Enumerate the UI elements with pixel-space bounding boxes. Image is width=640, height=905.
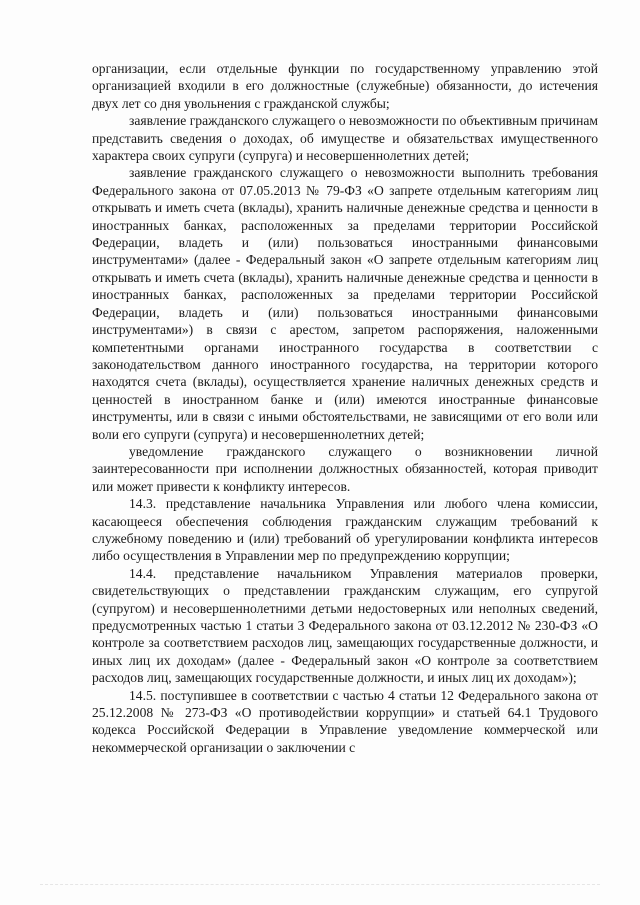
paragraph-foreign-accounts-statement: заявление гражданского служащего о невозможности выполнить требования Федерального закона от 07.05.2013 № 79-ФЗ «О запрете отдельным категориям лиц открывать и иметь счета (вклады), хранить наличные денежные средства и ценности в иностранных банках, расположенных за пределами территории Российской Федерации, владеть и (или) пользоваться иностранными финансовыми инструментами» (далее - Федеральный закон «О запрете отдельным категориям лиц открывать и иметь счета (вклады), хранить наличные денежные средства и ценности в иностранных банках, расположенных за пределами территории Российской Федерации, владеть и (или) пользоваться иностранными финансовыми инструментами») в связи с арестом, запретом распоряжения, наложенными компетентными органами иностранного государства в соответствии с законодательством данного иностранного государства, на территории которого находятся счета (вклады), осуществляется хранение наличных денежных средств и ценностей в иностранном банке и (или) имеются иностранные финансовые инструменты, или в связи с иными обстоятельствами, не зависящими от его воли или воли его супруги (супруга) и несовершеннолетних детей;: [92, 165, 598, 442]
paragraph-14-3: 14.3. представление начальника Управления или любого члена комиссии, касающееся обеспечения соблюдения гражданским служащим требований к служебному поведению и (или) требований об урегулировании конфликта интересов либо осуществления в Управлении мер по предупреждению коррупции;: [92, 496, 598, 564]
paragraph-spouse-income-statement: заявление гражданского служащего о невозможности по объективным причинам представить сведения о доходах, об имуществе и обязательствах имущественного характера своих супруги (супруга) и несовершеннолетних детей;: [92, 113, 598, 164]
paragraph-conflict-of-interest-notice: уведомление гражданского служащего о возникновении личной заинтересованности при исполнении должностных обязанностей, которая приводит или может привести к конфликту интересов.: [92, 443, 598, 494]
scan-artifact-line: [40, 884, 600, 889]
paragraph-continuation: организации, если отдельные функции по государственному управлению этой организацией входили в его должностные (служебные) обязанности, до истечения двух лет со дня увольнения с гражданской службы;: [92, 61, 598, 111]
paragraph-14-5: 14.5. поступившее в соответствии с частью 4 статьи 12 Федерального закона от 25.12.2008 № 273-ФЗ «О противодействии коррупции» и статьей 64.1 Трудового кодекса Российской Федерации в Управление уведомление коммерческой или некоммерческой организации о заключении с: [92, 687, 598, 755]
document-body: [92, 60, 598, 756]
paragraph-14-4: 14.4. представление начальником Управления материалов проверки, свидетельствующих о представлении гражданским служащим, его супругой (супругом) и несовершеннолетними детьми недостоверных или неполных сведений, предусмотренных частью 1 статьи 3 Федерального закона от 03.12.2012 № 230-ФЗ «О контроле за соответствием расходов лиц, замещающих государственные должности, и иных лиц их доходам» (далее - Федеральный закон «О контроле за соответствием расходов лиц, замещающих государственные должности, и иных лиц их доходам»);: [92, 565, 598, 686]
